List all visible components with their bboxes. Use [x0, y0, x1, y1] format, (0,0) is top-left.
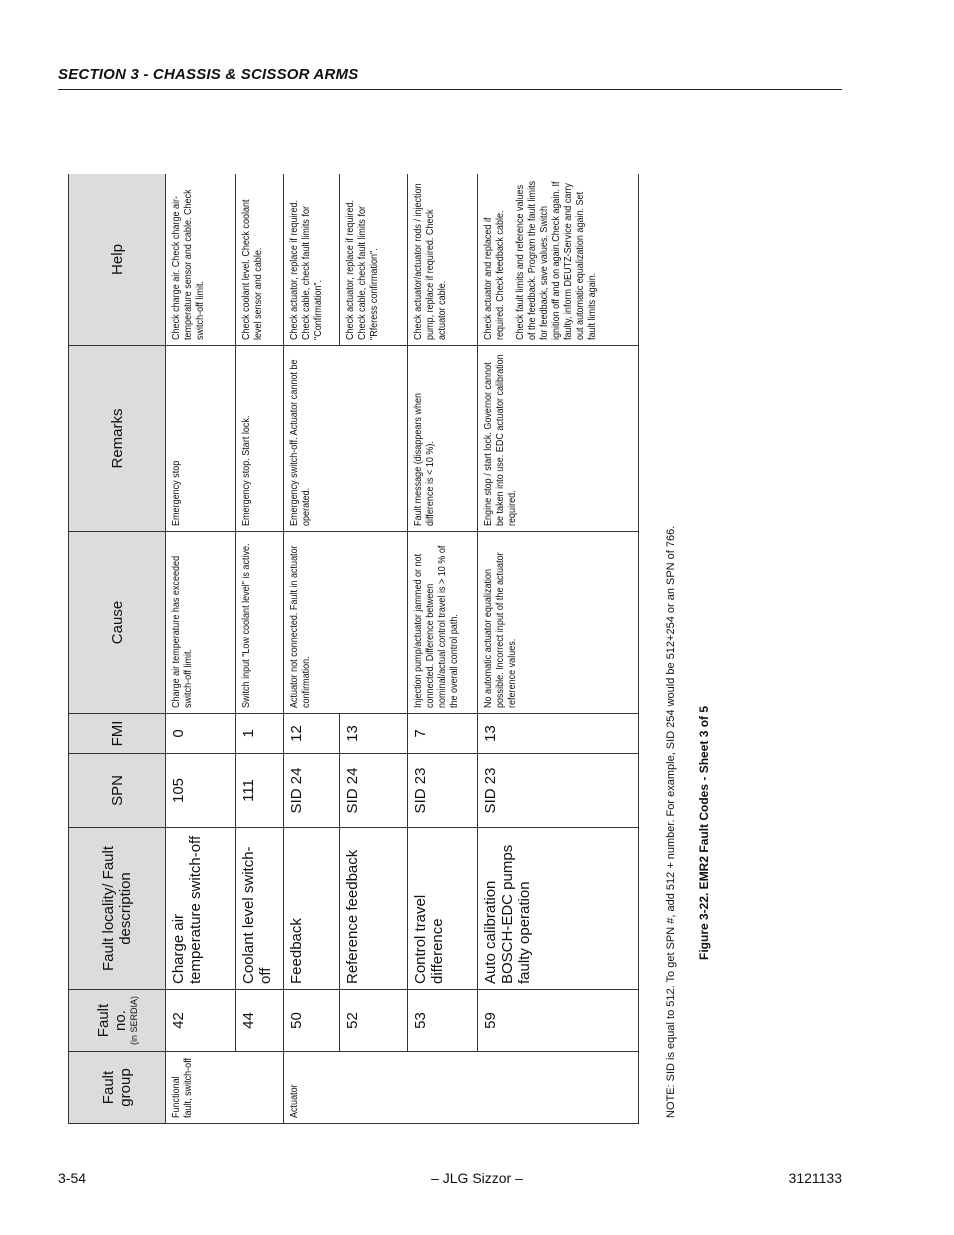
header-rule — [58, 89, 842, 90]
fault-group-cell — [284, 1052, 639, 1124]
cause-cell — [284, 532, 408, 714]
fault-table-frame — [68, 174, 639, 1124]
page-number: 3-54 — [58, 1170, 87, 1186]
remarks-cell — [478, 346, 639, 532]
remarks-text: Emergency stop — [170, 460, 182, 526]
help-text: Check coolant level. Check coolant level sensor and cable. — [240, 199, 264, 340]
spn-cell: SID 23 — [478, 754, 639, 828]
table-row — [478, 174, 639, 1124]
header-remarks: Remarks — [69, 346, 166, 532]
table-row — [408, 174, 478, 1124]
header-fault-no — [69, 990, 166, 1052]
remarks-text: Fault message (disappears when difference is < 10 %). — [412, 392, 436, 526]
header-help: Help — [69, 174, 166, 346]
help-cell — [236, 174, 284, 346]
figure-caption: Figure 3-22. EMR2 Fault Codes - Sheet 3 of 5 — [697, 705, 711, 960]
cause-cell — [236, 532, 284, 714]
fault-group-cell — [166, 1052, 284, 1124]
fault-no-cell: 42 — [166, 990, 236, 1052]
fault-no-cell: 52 — [340, 990, 408, 1052]
fault-desc-cell: Reference feedback — [340, 828, 408, 990]
remarks-text: Emergency switch-off. Actuator cannot be operated. — [288, 359, 312, 526]
header-fault-description: Fault locality/ Fault description — [69, 828, 166, 990]
fault-desc-cell: Control travel difference — [408, 828, 478, 990]
help-text: Check actuator, replace if required. Check cable, check fault limits for "Confirmation". — [288, 199, 324, 340]
help-text: Check fault limits and reference values of the feedback. Program the fault limits for feedback, save values. Switch ignition off and on again.Check again. If faulty, inform DEUTZ-Service and carry out automatic equalization again. Set fault limits again. — [514, 180, 598, 340]
help-cell — [478, 174, 639, 346]
header-fault-no-label: Fault no. — [95, 1003, 129, 1038]
spn-cell: SID 24 — [284, 754, 340, 828]
remarks-text: Emergency stop. Start lock. — [240, 415, 252, 526]
help-cell — [340, 174, 408, 346]
table-header-row — [69, 174, 166, 1124]
remarks-cell — [408, 346, 478, 532]
fmi-cell: 13 — [478, 714, 639, 754]
document-number: 3121133 — [788, 1170, 842, 1186]
fmi-cell: 12 — [284, 714, 340, 754]
fmi-cell: 1 — [236, 714, 284, 754]
fault-codes-table — [68, 174, 639, 1124]
fmi-cell: 13 — [340, 714, 408, 754]
spn-cell: SID 23 — [408, 754, 478, 828]
section-title: SECTION 3 - CHASSIS & SCISSOR ARMS — [58, 66, 359, 83]
help-text: Check actuator, replace if required. Check cable, check fault limits for "Rferess confirmation". — [344, 199, 380, 340]
cause-text: Switch input "Low coolant level" is active. — [240, 543, 252, 708]
fault-desc-cell: Feedback — [284, 828, 340, 990]
header-cause: Cause — [69, 532, 166, 714]
cause-text: No automatic actuator equalization possible. Incorrect input of the actuator reference values. — [482, 552, 518, 708]
header-spn: SPN — [69, 754, 166, 828]
fault-group-text: Actuator — [288, 1084, 300, 1118]
help-cell — [408, 174, 478, 346]
cause-cell — [166, 532, 236, 714]
help-text: Check charge air. Check charge air-temperature sensor and cable. Check switch-off limit. — [170, 189, 206, 340]
cause-text: Actuator not connected. Fault in actuator confirmation. — [288, 545, 312, 708]
remarks-cell — [236, 346, 284, 532]
help-text: Check actuator/actuator rods / injection pump, replace if required. Check actuator cable. — [412, 183, 448, 340]
cause-text: Injection pump/actuator jammed or not connected. Difference between nominal/actual control travel is > 10 % of the overall control path. — [412, 545, 460, 708]
header-fault-group: Fault group — [69, 1052, 166, 1124]
help-text: Check actuator and replaced if required. Check feedback cable. — [482, 210, 506, 340]
fmi-cell: 0 — [166, 714, 236, 754]
fault-desc-cell: Charge air temperature switch-off — [166, 828, 236, 990]
fault-desc-cell: Auto calibration BOSCH-EDC pumps faulty operation — [478, 828, 639, 990]
header-fault-no-sub: (in SERDIA) — [129, 996, 139, 1046]
fault-no-cell: 50 — [284, 990, 340, 1052]
fault-desc-cell: Coolant level switch-off — [236, 828, 284, 990]
fault-no-cell: 44 — [236, 990, 284, 1052]
spn-cell: SID 24 — [340, 754, 408, 828]
footer-title: – JLG Sizzor – — [431, 1170, 523, 1186]
table-row — [166, 174, 236, 1124]
cause-cell — [408, 532, 478, 714]
fault-no-cell: 53 — [408, 990, 478, 1052]
remarks-cell — [284, 346, 408, 532]
sid-note: NOTE: SID is equal to 512. To get SPN #, add 512 + number. For example, SID 254 would be 512+254 or an SPN of 766. — [665, 525, 677, 1118]
header-fmi: FMI — [69, 714, 166, 754]
table-row — [284, 174, 340, 1124]
table-row — [236, 174, 284, 1124]
help-cell — [166, 174, 236, 346]
fault-no-cell: 59 — [478, 990, 639, 1052]
cause-cell — [478, 532, 639, 714]
fault-table-rotated — [68, 174, 639, 1124]
fault-group-text: Functional fault, switch-off — [170, 1057, 194, 1118]
spn-cell: 111 — [236, 754, 284, 828]
remarks-cell — [166, 346, 236, 532]
remarks-text: Engine stop / start lock. Governor cannot be taken into use. EDC actuator calibration required. — [482, 354, 518, 526]
fmi-cell: 7 — [408, 714, 478, 754]
spn-cell: 105 — [166, 754, 236, 828]
help-cell — [284, 174, 340, 346]
cause-text: Charge air temperature has exceeded switch-off limit. — [170, 555, 194, 708]
